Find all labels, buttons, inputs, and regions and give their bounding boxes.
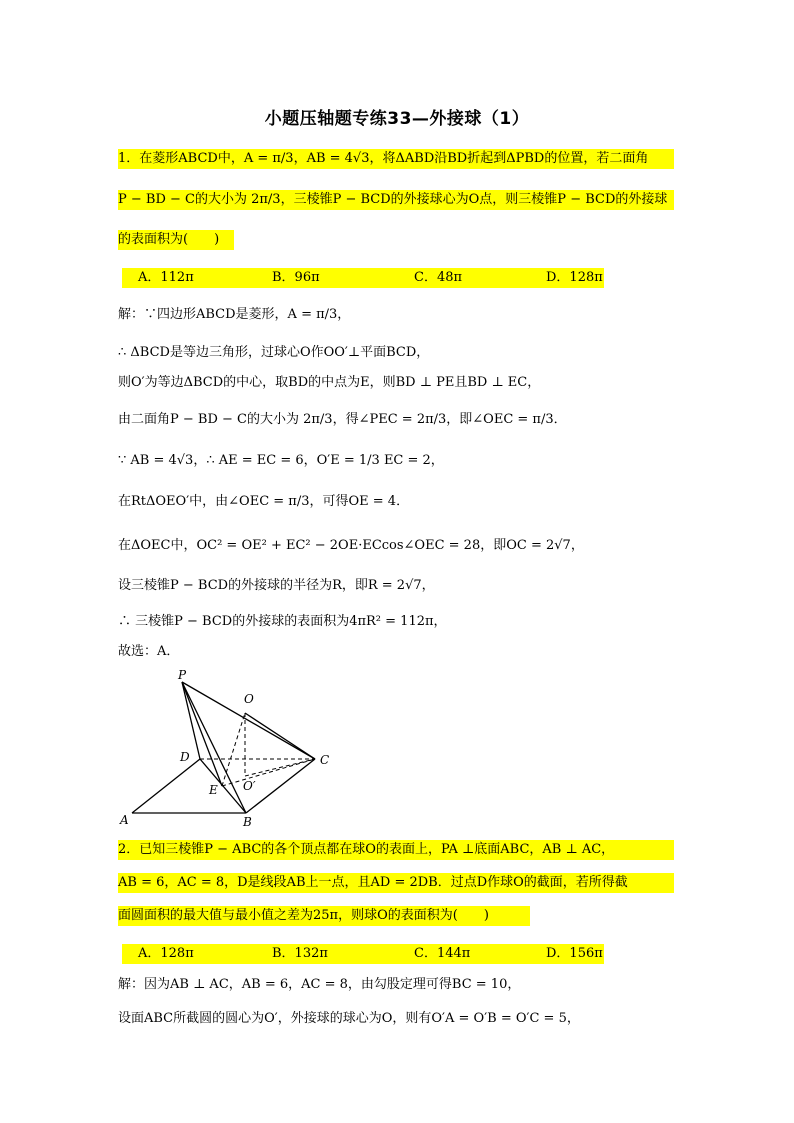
sol1-line-8: 设三棱锥P − BCD的外接球的半径为R，即R = 2√7，: [118, 578, 435, 593]
sol1-line-1: 解：∵四边形ABCD是菱形，A = π/3，: [118, 307, 351, 322]
q1-line-3: 的表面积为( ): [118, 230, 234, 250]
sol1-line-3: 则O′为等边ΔBCD的中心，取BD的中点为E，则BD ⊥ PE且BD ⊥ EC，: [118, 375, 541, 390]
q2-options: [122, 944, 604, 964]
q2-line-2: AB = 6，AC = 8，D是线段AB上一点，且AD = 2DB．过点D作球O的截面，若所得截: [118, 873, 674, 893]
q1-options: [122, 268, 604, 288]
label-d: D: [180, 750, 190, 764]
q1-line-2: P − BD − C的大小为 2π/3，三棱锥P − BCD的外接球心为O点，则三棱锥P − BCD的外接球: [118, 190, 674, 210]
q1-option-d: D．128π: [546, 270, 603, 285]
sol1-line-5: ∵ AB = 4√3，∴ AE = EC = 6，O′E = 1/3 EC = 2，: [118, 453, 444, 468]
q2-line-3: 面圆面积的最大值与最小值之差为25π，则球O的表面积为( ): [118, 906, 530, 926]
label-e: E: [209, 783, 218, 797]
sol1-line-6: 在RtΔOEO′中，由∠OEC = π/3，可得OE = 4．: [118, 494, 410, 509]
q1-option-b: B．96π: [272, 270, 320, 285]
page-title: 小题压轴题专练33—外接球（1）: [264, 109, 530, 129]
q1-option-a: A．112π: [138, 270, 194, 285]
label-p: P: [178, 668, 187, 682]
q2-line-1: 2．已知三棱锥P − ABC的各个顶点都在球O的表面上，PA ⊥底面ABC，AB ⊥ AC，: [118, 840, 674, 860]
pyramid-figure: [110, 668, 350, 834]
q2-option-a: A．128π: [138, 946, 194, 961]
label-o-prime: O′: [243, 779, 256, 793]
q1-option-c: C．48π: [414, 270, 463, 285]
sol1-line-4: 由二面角P − BD − C的大小为 2π/3，得∠PEC = 2π/3，即∠OEC = π/3．: [118, 412, 567, 427]
label-o: O: [244, 692, 254, 706]
sol1-line-9: ∴ 三棱锥P − BCD的外接球的表面积为4πR² = 112π，: [118, 614, 447, 629]
label-a: A: [120, 813, 129, 827]
q1-line-1: 1．在菱形ABCD中，A = π/3，AB = 4√3，将ΔABD沿BD折起到ΔPBD的位置，若二面角: [118, 149, 674, 169]
q2-option-b: B．132π: [272, 946, 328, 961]
q2-option-c: C．144π: [414, 946, 471, 961]
label-c: C: [320, 753, 330, 767]
sol2-line-1: 解：因为AB ⊥ AC，AB = 6，AC = 8，由勾股定理可得BC = 10，: [118, 977, 521, 992]
sol1-line-2: ∴ ΔBCD是等边三角形，过球心O作OO′⊥平面BCD，: [118, 345, 430, 360]
sol1-line-7: 在ΔOEC中，OC² = OE² + EC² − 2OE·ECcos∠OEC = 28，即OC = 2√7，: [118, 538, 584, 553]
q2-option-d: D．156π: [546, 946, 603, 961]
sol1-line-10: 故选：A．: [118, 644, 180, 659]
label-b: B: [243, 815, 252, 829]
sol2-line-2: 设面ABC所截圆的圆心为O′，外接球的球心为O，则有O′A = O′B = O′C = 5，: [118, 1011, 580, 1026]
